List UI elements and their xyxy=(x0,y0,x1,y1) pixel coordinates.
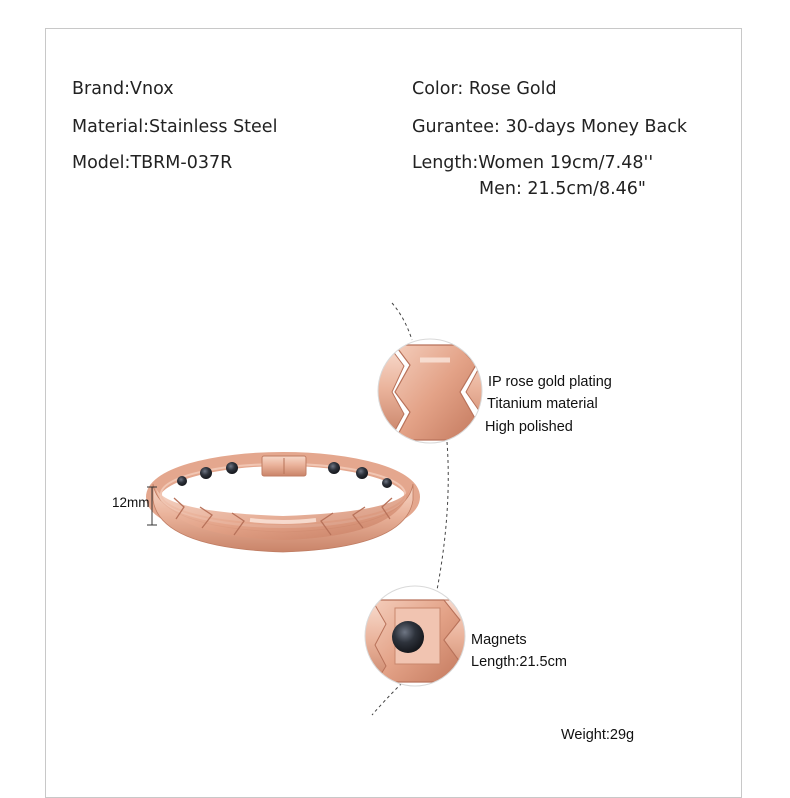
spec-brand: Brand:Vnox xyxy=(72,79,174,99)
connector-line-bottom xyxy=(372,683,402,715)
callout-weight: Weight:29g xyxy=(561,727,635,743)
connector-line-middle xyxy=(437,442,448,590)
spec-length-men: Men: 21.5cm/8.46" xyxy=(479,179,646,199)
spec-length-women: Length:Women 19cm/7.48'' xyxy=(412,153,654,173)
callout-length: Length:21.5cm xyxy=(471,654,567,670)
callout-magnets: Magnets xyxy=(471,632,527,648)
callout-material: Titanium material xyxy=(487,396,598,412)
connector-line-top xyxy=(392,303,412,340)
spec-color: Color: Rose Gold xyxy=(412,79,557,99)
bracelet-image xyxy=(153,456,413,552)
callout-finish: High polished xyxy=(485,419,573,435)
callout-plating: IP rose gold plating xyxy=(488,374,612,390)
spec-guarantee: Gurantee: 30-days Money Back xyxy=(412,117,688,137)
callout-width: 12mm xyxy=(112,495,150,510)
magnet-detail-zoom xyxy=(362,584,472,694)
spec-material: Material:Stainless Steel xyxy=(72,117,278,137)
link-detail-zoom xyxy=(370,330,490,450)
magnet-icon xyxy=(392,621,424,653)
spec-model: Model:TBRM-037R xyxy=(72,153,233,173)
